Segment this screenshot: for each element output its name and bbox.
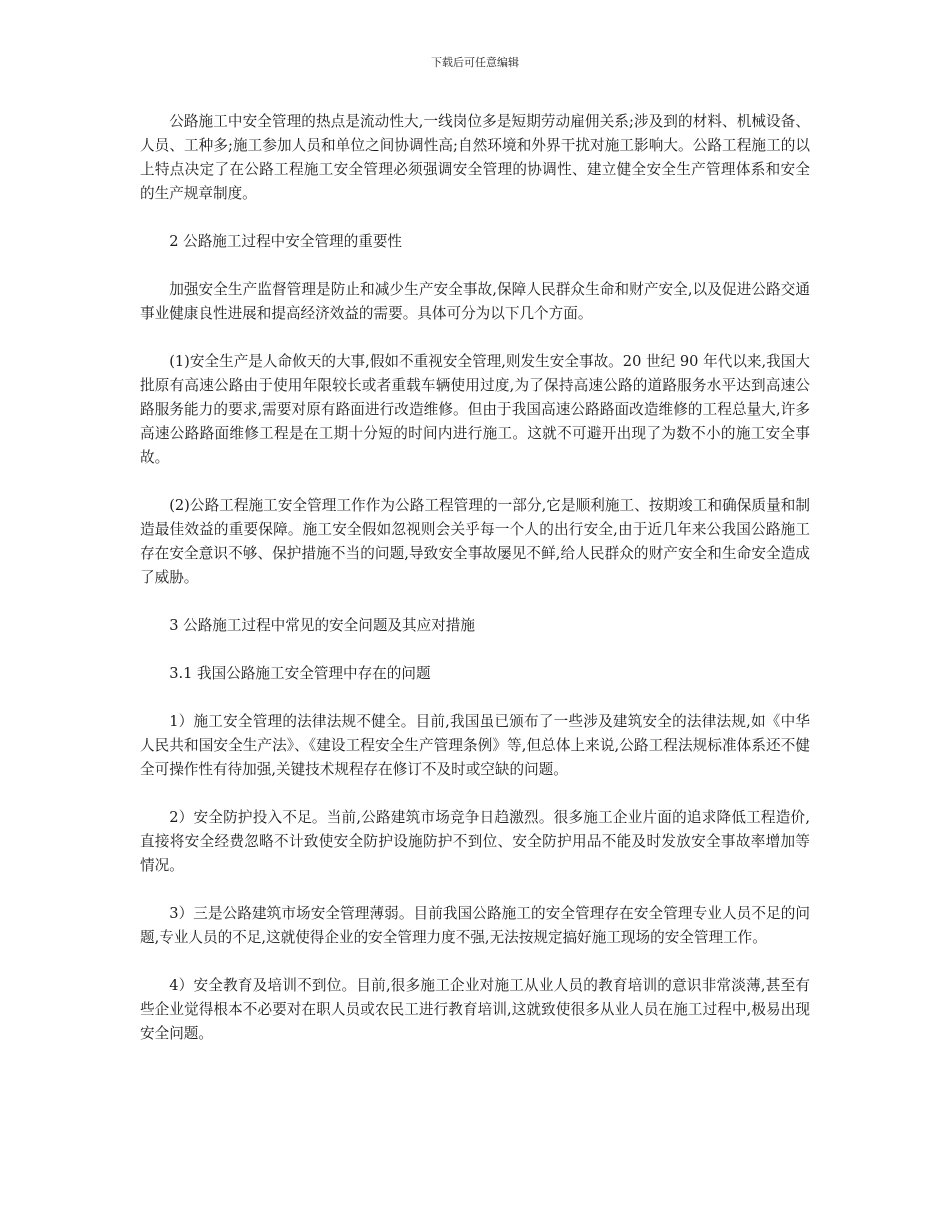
paragraph-point-2: (2)公路工程施工安全管理工作作为公路工程管理的一部分,它是顺利施工、按期竣工和确保质量和制造最佳效益的重要保障。施工安全假如忽视则会关乎每一个人的出行安全,由于近几年来公我国公路施工存在安全意识不够、保护措施不当的问题,导致安全事故屡见不鲜,给人民群众的财产安全和生命安全造成了威胁。: [140, 497, 810, 586]
paragraph-issue-1: 1）施工安全管理的法律法规不健全。目前,我国虽已颁布了一些涉及建筑安全的法律法规,如《中华人民共和国安全生产法》、《建设工程安全生产管理条例》等,但总体上来说,公路工程法规标准体系还不健全可操作性有待加强,关键技术规程存在修订不及时或空缺的问题。: [140, 713, 810, 778]
heading-section-3: 3 公路施工过程中常见的安全问题及其应对措施: [169, 617, 475, 634]
paragraph-intro: 公路施工中安全管理的热点是流动性大,一线岗位多是短期劳动雇佣关系;涉及到的材料、机械设备、人员、工种多;施工参加人员和单位之间协调性高;自然环境和外界干扰对施工影响大。公路工程施工的以上特点决定了在公路工程施工安全管理必须强调安全管理的协调性、建立健全安全生产管理体系和安全的生产规章制度。: [140, 113, 810, 202]
paragraph-issue-3: 3）三是公路建筑市场安全管理薄弱。目前我国公路施工的安全管理存在安全管理专业人员不足的问题,专业人员的不足,这就使得企业的安全管理力度不强,无法按规定搞好施工现场的安全管理工作。: [140, 905, 810, 946]
heading-section-3-1: 3.1 我国公路施工安全管理中存在的问题: [169, 665, 431, 682]
page-header: 下载后可任意编辑: [431, 56, 519, 69]
paragraph-section-2-intro: 加强安全生产监督管理是防止和减少生产安全事故,保障人民群众生命和财产安全,以及促进公路交通事业健康良性进展和提高经济效益的需要。具体可分为以下几个方面。: [140, 281, 810, 322]
paragraph-issue-4: 4）安全教育及培训不到位。目前,很多施工企业对施工从业人员的教育培训的意识非常淡薄,甚至有些企业觉得根本不必要对在职人员或农民工进行教育培训,这就致使很多从业人员在施工过程中,极易出现安全问题。: [140, 977, 810, 1042]
document-body: [140, 110, 810, 1070]
heading-section-2: 2 公路施工过程中安全管理的重要性: [169, 233, 403, 250]
paragraph-issue-2: 2）安全防护投入不足。当前,公路建筑市场竞争日趋激烈。很多施工企业片面的追求降低工程造价,直接将安全经费忽略不计致使安全防护设施防护不到位、安全防护用品不能及时发放安全事故率增加等情况。: [140, 809, 810, 874]
paragraph-point-1: (1)安全生产是人命攸天的大事,假如不重视安全管理,则发生安全事故。20 世纪 90 年代以来,我国大批原有高速公路由于使用年限较长或者重载车辆使用过度,为了保持高速公路的道路服务水平达到高速公路服务能力的要求,需要对原有路面进行改造维修。但由于我国高速公路路面改造维修的工程总量大,许多高速公路路面维修工程是在工期十分短的时间内进行施工。这就不可避开出现了为数不小的施工安全事故。: [140, 353, 810, 466]
